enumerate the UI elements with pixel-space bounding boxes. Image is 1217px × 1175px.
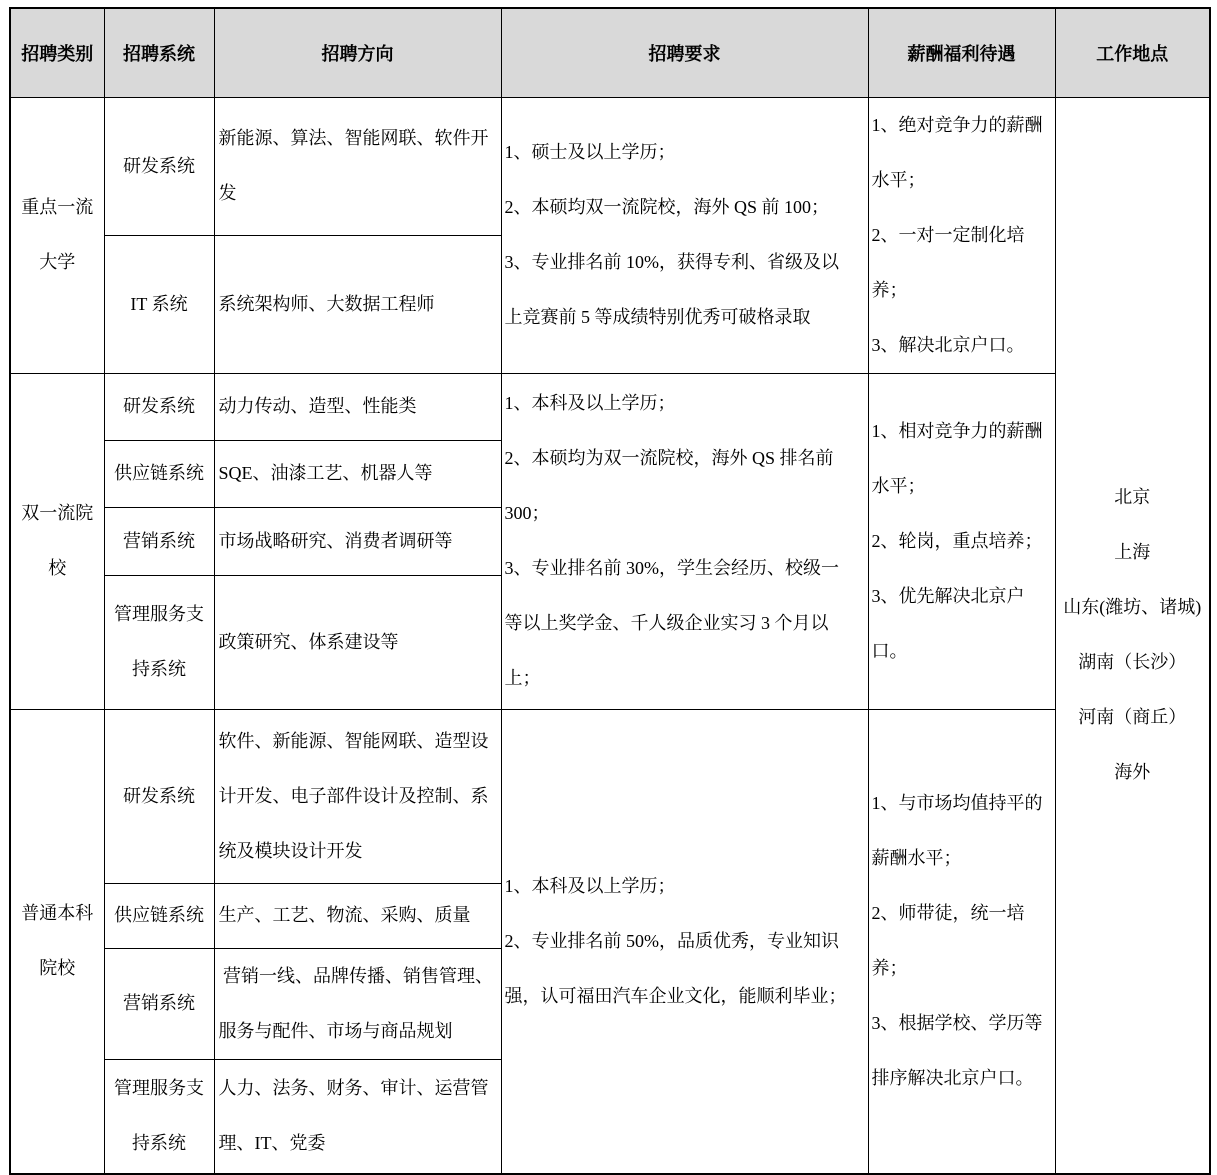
cell-line: 重点一流	[21, 197, 94, 217]
cell-line: 研发系统	[123, 396, 195, 416]
direction-cell	[214, 709, 501, 883]
cell-line: 软件、新能源、智能网联、造型设	[218, 730, 489, 751]
cell-line: SQE、油漆工艺、机器人等	[218, 463, 433, 483]
cell-line: 3、解决北京户口。	[871, 334, 1025, 355]
direction-cell	[214, 440, 501, 507]
direction-cell	[214, 97, 501, 235]
cell-line: 3、专业排名前 30%，学生会经历、校级一	[504, 558, 839, 578]
salary-cell	[868, 97, 1055, 373]
cell-line: 政策研究、体系建设等	[218, 631, 399, 652]
cell-line: 2、轮岗，重点培养；	[871, 530, 1043, 551]
cell-line: 3、专业排名前 10%，获得专利、省级及以	[504, 252, 839, 272]
cell-line: 2、师带徒，统一培养；	[871, 903, 1025, 979]
cell-line: 海外	[1114, 762, 1151, 783]
cell-line: 供应链系统	[114, 463, 204, 483]
cell-line: 2、一对一定制化培养；	[871, 224, 1025, 300]
cell-line: 排序解决北京户口。	[871, 1068, 1034, 1089]
category-cell	[10, 373, 104, 709]
system-cell	[104, 1059, 214, 1174]
cell-line: 服务与配件、市场与商品规划	[218, 1020, 453, 1041]
direction-cell	[214, 373, 501, 440]
cell-line: 1、硕士及以上学历；	[504, 142, 676, 162]
direction-cell	[214, 507, 501, 575]
cell-line: 1、相对竞争力的薪酬	[871, 420, 1043, 441]
cell-line: 3、优先解决北京户口。	[871, 585, 1025, 661]
cell-line: 强，认可福田汽车企业文化，能顺利毕业；	[504, 985, 847, 1006]
cell-line: 北京	[1114, 487, 1151, 508]
cell-line: 300；	[504, 503, 550, 523]
cell-line: 持系统	[132, 659, 186, 679]
cell-line: 计开发、电子部件设计及控制、系	[218, 785, 489, 806]
recruitment-table	[9, 7, 1211, 1175]
cell-line: IT 系统	[130, 293, 188, 314]
system-cell	[104, 575, 214, 709]
cell-line: 湖南（长沙）	[1078, 652, 1187, 673]
requirements-cell	[501, 373, 868, 709]
cell-line: 管理服务支	[114, 604, 204, 624]
cell-line: 双一流院	[21, 503, 94, 523]
header-recruit-category: 招聘类别	[10, 8, 104, 97]
system-cell	[104, 97, 214, 235]
cell-line: 3、根据学校、学历等	[871, 1013, 1043, 1034]
cell-line: 生产、工艺、物流、采购、质量	[218, 905, 471, 925]
cell-line: 上；	[504, 668, 541, 688]
cell-line: 薪酬水平；	[871, 848, 962, 869]
cell-line: 研发系统	[123, 785, 195, 806]
header-recruit-requirements: 招聘要求	[501, 8, 868, 97]
cell-line: 上竞赛前 5 等成绩特别优秀可破格录取	[504, 307, 811, 327]
cell-line: 市场战略研究、消费者调研等	[218, 530, 453, 551]
requirements-cell	[501, 709, 868, 1174]
category-cell	[10, 97, 104, 373]
direction-cell	[214, 575, 501, 709]
category-cell	[10, 709, 104, 1174]
cell-line: 持系统	[132, 1133, 186, 1154]
cell-line: 系统架构师、大数据工程师	[218, 293, 435, 314]
cell-line: 营销系统	[123, 530, 195, 551]
cell-line: 营销一线、品牌传播、销售管理、	[218, 965, 493, 986]
header-work-location: 工作地点	[1055, 8, 1210, 97]
system-cell	[104, 373, 214, 440]
cell-line: 大学	[39, 252, 76, 272]
cell-line: 等以上奖学金、千人级企业实习 3 个月以	[504, 613, 829, 633]
cell-line: 上海	[1114, 542, 1151, 563]
system-cell	[104, 948, 214, 1059]
table-row	[10, 709, 1210, 883]
cell-line: 人力、法务、财务、审计、运营管	[218, 1078, 489, 1099]
header-salary-benefits: 薪酬福利待遇	[868, 8, 1055, 97]
table-row	[10, 373, 1210, 440]
cell-line: 水平；	[871, 475, 926, 496]
cell-line: 供应链系统	[114, 905, 204, 925]
cell-line: 1、绝对竞争力的薪酬	[871, 114, 1043, 135]
cell-line: 管理服务支	[114, 1078, 204, 1099]
cell-line: 新能源、算法、智能网联、软件开	[218, 128, 489, 148]
cell-line: 发	[218, 183, 237, 203]
requirements-cell	[501, 97, 868, 373]
cell-line: 校	[48, 558, 67, 578]
cell-line: 水平；	[871, 169, 926, 190]
cell-line: 河南（商丘）	[1078, 707, 1187, 728]
system-cell	[104, 883, 214, 948]
system-cell	[104, 709, 214, 883]
salary-cell	[868, 373, 1055, 709]
system-cell	[104, 440, 214, 507]
direction-cell	[214, 1059, 501, 1174]
header-row	[10, 8, 1210, 97]
header-recruit-system: 招聘系统	[104, 8, 214, 97]
location-cell	[1055, 97, 1210, 1174]
cell-line: 统及模块设计开发	[218, 840, 363, 861]
cell-line: 2、专业排名前 50%，品质优秀，专业知识	[504, 930, 839, 951]
direction-cell	[214, 235, 501, 373]
cell-line: 1、本科及以上学历；	[504, 875, 676, 896]
cell-line: 营销系统	[123, 993, 195, 1013]
cell-line: 1、本科及以上学历；	[504, 393, 676, 413]
salary-cell	[868, 709, 1055, 1174]
system-cell	[104, 507, 214, 575]
header-recruit-direction: 招聘方向	[214, 8, 501, 97]
cell-line: 山东(潍坊、诸城)	[1063, 597, 1202, 618]
cell-line: 院校	[39, 958, 76, 979]
direction-cell	[214, 948, 501, 1059]
cell-line: 2、本硕均为双一流院校，海外 QS 排名前	[504, 448, 834, 468]
table-row	[10, 97, 1210, 235]
cell-line: 2、本硕均双一流院校，海外 QS 前 100；	[504, 197, 830, 217]
cell-line: 普通本科	[21, 903, 94, 924]
cell-line: 动力传动、造型、性能类	[218, 396, 417, 416]
cell-line: 理、IT、党委	[218, 1133, 326, 1154]
system-cell	[104, 235, 214, 373]
cell-line: 1、与市场均值持平的	[871, 793, 1043, 814]
direction-cell	[214, 883, 501, 948]
cell-line: 研发系统	[123, 155, 195, 176]
